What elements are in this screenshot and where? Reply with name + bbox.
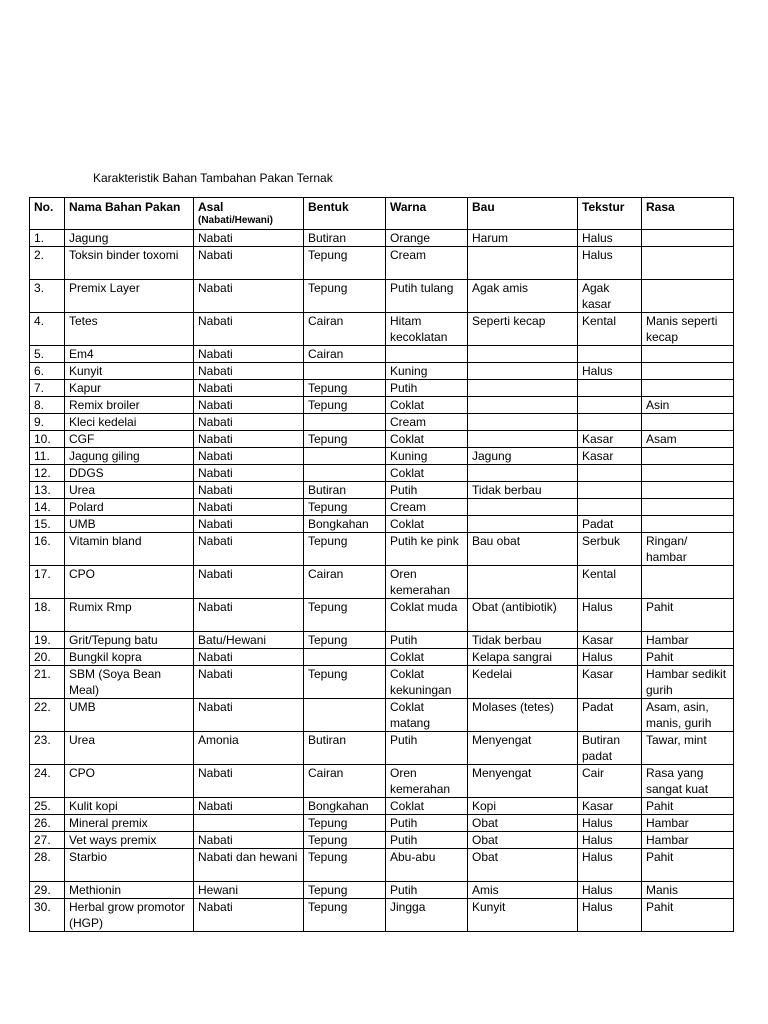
cell-warna: Putih <box>386 732 468 765</box>
cell-bau: Molases (tetes) <box>468 699 578 732</box>
cell-nama-bahan-pakan: Toksin binder toxomi <box>65 247 194 280</box>
cell-tekstur: Halus <box>578 363 642 380</box>
cell-rasa <box>642 448 734 465</box>
cell-warna: Coklat <box>386 465 468 482</box>
cell-tekstur: Halus <box>578 882 642 899</box>
table-row <box>30 431 734 448</box>
cell-bentuk: Tepung <box>304 499 386 516</box>
cell-nama-bahan-pakan: Methionin <box>65 882 194 899</box>
cell-bau: Kedelai <box>468 666 578 699</box>
cell-asal: Nabati <box>194 566 304 599</box>
cell-no: 19. <box>30 632 65 649</box>
cell-rasa <box>642 566 734 599</box>
cell-nama-bahan-pakan: Kulit kopi <box>65 798 194 815</box>
table-row <box>30 533 734 566</box>
cell-tekstur: Halus <box>578 649 642 666</box>
cell-bentuk: Cairan <box>304 346 386 363</box>
cell-nama-bahan-pakan: Em4 <box>65 346 194 363</box>
cell-bau <box>468 431 578 448</box>
cell-rasa: Pahit <box>642 798 734 815</box>
cell-no: 27. <box>30 832 65 849</box>
header-warna: Warna <box>386 198 468 230</box>
cell-bau: Harum <box>468 230 578 247</box>
cell-nama-bahan-pakan: Jagung giling <box>65 448 194 465</box>
cell-asal: Nabati <box>194 380 304 397</box>
cell-warna: Coklat <box>386 431 468 448</box>
cell-rasa <box>642 465 734 482</box>
table-row <box>30 313 734 346</box>
cell-asal: Nabati <box>194 448 304 465</box>
cell-warna: Putih <box>386 832 468 849</box>
cell-asal: Nabati <box>194 230 304 247</box>
cell-bau: Amis <box>468 882 578 899</box>
cell-no: 24. <box>30 765 65 798</box>
table-row <box>30 666 734 699</box>
cell-bau: Menyengat <box>468 765 578 798</box>
cell-asal: Nabati <box>194 346 304 363</box>
cell-asal: Nabati <box>194 516 304 533</box>
cell-bentuk: Tepung <box>304 599 386 632</box>
cell-tekstur <box>578 465 642 482</box>
table-row <box>30 882 734 899</box>
cell-bentuk <box>304 649 386 666</box>
cell-no: 29. <box>30 882 65 899</box>
cell-nama-bahan-pakan: Polard <box>65 499 194 516</box>
cell-asal: Nabati <box>194 649 304 666</box>
cell-asal: Nabati <box>194 832 304 849</box>
table-row <box>30 765 734 798</box>
cell-tekstur: Kasar <box>578 666 642 699</box>
cell-nama-bahan-pakan: UMB <box>65 699 194 732</box>
cell-no: 5. <box>30 346 65 363</box>
cell-warna: Putih <box>386 632 468 649</box>
cell-rasa: Asam, asin, manis, gurih <box>642 699 734 732</box>
cell-nama-bahan-pakan: CGF <box>65 431 194 448</box>
cell-asal: Hewani <box>194 882 304 899</box>
cell-nama-bahan-pakan: DDGS <box>65 465 194 482</box>
cell-tekstur: Padat <box>578 699 642 732</box>
cell-rasa: Asam <box>642 431 734 448</box>
cell-warna <box>386 346 468 363</box>
table-row <box>30 599 734 632</box>
cell-bentuk: Tepung <box>304 815 386 832</box>
cell-warna: Abu-abu <box>386 849 468 882</box>
cell-warna: Kuning <box>386 363 468 380</box>
cell-bentuk: Tepung <box>304 666 386 699</box>
table-row <box>30 566 734 599</box>
table-row <box>30 280 734 313</box>
cell-bentuk: Tepung <box>304 882 386 899</box>
cell-no: 22. <box>30 699 65 732</box>
cell-bentuk: Tepung <box>304 533 386 566</box>
cell-tekstur <box>578 380 642 397</box>
cell-no: 18. <box>30 599 65 632</box>
cell-rasa: Pahit <box>642 849 734 882</box>
cell-no: 25. <box>30 798 65 815</box>
cell-nama-bahan-pakan: Rumix Rmp <box>65 599 194 632</box>
cell-no: 30. <box>30 899 65 932</box>
cell-bentuk: Tepung <box>304 899 386 932</box>
cell-no: 4. <box>30 313 65 346</box>
cell-rasa: Hambar <box>642 815 734 832</box>
cell-bau: Kunyit <box>468 899 578 932</box>
cell-bau <box>468 397 578 414</box>
cell-no: 8. <box>30 397 65 414</box>
cell-no: 20. <box>30 649 65 666</box>
table-row <box>30 346 734 363</box>
cell-no: 6. <box>30 363 65 380</box>
cell-nama-bahan-pakan: CPO <box>65 765 194 798</box>
cell-tekstur: Kasar <box>578 632 642 649</box>
cell-asal: Nabati <box>194 599 304 632</box>
cell-tekstur: Kasar <box>578 448 642 465</box>
cell-warna: Cream <box>386 247 468 280</box>
cell-tekstur: Halus <box>578 899 642 932</box>
cell-tekstur <box>578 346 642 363</box>
cell-rasa <box>642 230 734 247</box>
table-row <box>30 849 734 882</box>
header-nama-bahan-pakan: Nama Bahan Pakan <box>65 198 194 230</box>
cell-asal: Nabati <box>194 414 304 431</box>
cell-rasa <box>642 482 734 499</box>
cell-bentuk: Bongkahan <box>304 516 386 533</box>
cell-warna: Coklat <box>386 516 468 533</box>
cell-nama-bahan-pakan: Urea <box>65 732 194 765</box>
cell-bau: Seperti kecap <box>468 313 578 346</box>
cell-bau: Obat <box>468 832 578 849</box>
cell-nama-bahan-pakan: Vet ways premix <box>65 832 194 849</box>
cell-bau: Jagung <box>468 448 578 465</box>
cell-asal: Nabati <box>194 666 304 699</box>
cell-nama-bahan-pakan: Starbio <box>65 849 194 882</box>
cell-asal: Nabati <box>194 247 304 280</box>
cell-warna: Oren kemerahan <box>386 765 468 798</box>
cell-no: 1. <box>30 230 65 247</box>
cell-warna: Jingga <box>386 899 468 932</box>
cell-bau <box>468 516 578 533</box>
cell-rasa: Hambar sedikit gurih <box>642 666 734 699</box>
cell-rasa <box>642 499 734 516</box>
cell-warna: Putih <box>386 815 468 832</box>
cell-nama-bahan-pakan: SBM (Soya Bean Meal) <box>65 666 194 699</box>
cell-bau <box>468 363 578 380</box>
cell-tekstur: Agak kasar <box>578 280 642 313</box>
cell-nama-bahan-pakan: CPO <box>65 566 194 599</box>
table-row <box>30 732 734 765</box>
cell-asal: Nabati <box>194 798 304 815</box>
cell-asal: Nabati <box>194 482 304 499</box>
cell-no: 16. <box>30 533 65 566</box>
cell-asal <box>194 815 304 832</box>
cell-bau: Agak amis <box>468 280 578 313</box>
cell-bentuk <box>304 363 386 380</box>
cell-nama-bahan-pakan: UMB <box>65 516 194 533</box>
cell-nama-bahan-pakan: Urea <box>65 482 194 499</box>
cell-warna: Cream <box>386 414 468 431</box>
cell-tekstur <box>578 397 642 414</box>
cell-no: 7. <box>30 380 65 397</box>
cell-bentuk: Butiran <box>304 230 386 247</box>
cell-bentuk <box>304 699 386 732</box>
cell-bau: Tidak berbau <box>468 632 578 649</box>
cell-bau: Obat (antibiotik) <box>468 599 578 632</box>
cell-nama-bahan-pakan: Premix Layer <box>65 280 194 313</box>
cell-nama-bahan-pakan: Remix broiler <box>65 397 194 414</box>
cell-warna: Orange <box>386 230 468 247</box>
cell-no: 11. <box>30 448 65 465</box>
cell-bentuk: Tepung <box>304 397 386 414</box>
table-header-row <box>30 198 734 230</box>
cell-tekstur: Cair <box>578 765 642 798</box>
cell-rasa: Pahit <box>642 649 734 666</box>
cell-tekstur: Kasar <box>578 798 642 815</box>
cell-rasa: Hambar <box>642 632 734 649</box>
feed-characteristics-table <box>29 197 734 932</box>
cell-tekstur: Kental <box>578 313 642 346</box>
cell-tekstur <box>578 482 642 499</box>
header-no: No. <box>30 198 65 230</box>
cell-nama-bahan-pakan: Kunyit <box>65 363 194 380</box>
cell-warna: Coklat <box>386 397 468 414</box>
cell-rasa: Pahit <box>642 899 734 932</box>
cell-nama-bahan-pakan: Mineral premix <box>65 815 194 832</box>
cell-bentuk: Bongkahan <box>304 798 386 815</box>
table-row <box>30 632 734 649</box>
cell-nama-bahan-pakan: Bungkil kopra <box>65 649 194 666</box>
table-row <box>30 363 734 380</box>
cell-bentuk: Tepung <box>304 380 386 397</box>
cell-bau <box>468 247 578 280</box>
cell-warna: Kuning <box>386 448 468 465</box>
cell-bau: Bau obat <box>468 533 578 566</box>
table-row <box>30 899 734 932</box>
table-row <box>30 482 734 499</box>
cell-asal: Amonia <box>194 732 304 765</box>
cell-no: 26. <box>30 815 65 832</box>
table-row <box>30 516 734 533</box>
cell-asal: Nabati <box>194 465 304 482</box>
header-rasa: Rasa <box>642 198 734 230</box>
cell-nama-bahan-pakan: Grit/Tepung batu <box>65 632 194 649</box>
cell-rasa: Manis seperti kecap <box>642 313 734 346</box>
cell-bentuk <box>304 465 386 482</box>
cell-asal: Nabati <box>194 765 304 798</box>
cell-bau: Obat <box>468 849 578 882</box>
table-row <box>30 414 734 431</box>
cell-asal: Nabati <box>194 313 304 346</box>
cell-rasa: Ringan/ hambar <box>642 533 734 566</box>
cell-no: 2. <box>30 247 65 280</box>
table-row <box>30 247 734 280</box>
cell-bentuk: Tepung <box>304 431 386 448</box>
cell-bentuk <box>304 448 386 465</box>
cell-warna: Cream <box>386 499 468 516</box>
cell-bentuk: Tepung <box>304 632 386 649</box>
cell-warna: Hitam kecoklatan <box>386 313 468 346</box>
cell-warna: Coklat kekuningan <box>386 666 468 699</box>
cell-rasa <box>642 280 734 313</box>
cell-no: 17. <box>30 566 65 599</box>
cell-asal: Nabati <box>194 397 304 414</box>
cell-bau: Menyengat <box>468 732 578 765</box>
cell-asal: Nabati <box>194 899 304 932</box>
table-row <box>30 499 734 516</box>
header-asal-sublabel: (Nabati/Hewani) <box>198 215 274 226</box>
header-asal-label: Asal <box>198 200 224 214</box>
cell-tekstur: Halus <box>578 815 642 832</box>
cell-rasa <box>642 363 734 380</box>
cell-warna: Putih <box>386 380 468 397</box>
cell-asal: Nabati <box>194 280 304 313</box>
cell-bau <box>468 380 578 397</box>
cell-no: 13. <box>30 482 65 499</box>
cell-asal: Batu/Hewani <box>194 632 304 649</box>
cell-no: 28. <box>30 849 65 882</box>
cell-nama-bahan-pakan: Vitamin bland <box>65 533 194 566</box>
cell-no: 10. <box>30 431 65 448</box>
cell-bentuk: Tepung <box>304 280 386 313</box>
cell-rasa: Rasa yang sangat kuat <box>642 765 734 798</box>
table-row <box>30 448 734 465</box>
cell-rasa <box>642 380 734 397</box>
cell-warna: Putih <box>386 882 468 899</box>
cell-bau <box>468 465 578 482</box>
cell-tekstur: Butiran padat <box>578 732 642 765</box>
cell-bau <box>468 414 578 431</box>
cell-warna: Putih ke pink <box>386 533 468 566</box>
table-row <box>30 380 734 397</box>
cell-rasa <box>642 516 734 533</box>
cell-tekstur: Halus <box>578 849 642 882</box>
cell-tekstur: Halus <box>578 599 642 632</box>
cell-nama-bahan-pakan: Jagung <box>65 230 194 247</box>
cell-tekstur: Halus <box>578 832 642 849</box>
cell-no: 21. <box>30 666 65 699</box>
cell-rasa: Pahit <box>642 599 734 632</box>
cell-warna: Coklat <box>386 649 468 666</box>
cell-warna: Coklat matang <box>386 699 468 732</box>
cell-bentuk: Cairan <box>304 765 386 798</box>
cell-bau <box>468 346 578 363</box>
document-title: Karakteristik Bahan Tambahan Pakan Ternak <box>93 171 333 185</box>
cell-asal: Nabati <box>194 363 304 380</box>
header-tekstur: Tekstur <box>578 198 642 230</box>
cell-tekstur: Kental <box>578 566 642 599</box>
cell-tekstur: Padat <box>578 516 642 533</box>
cell-bentuk: Tepung <box>304 247 386 280</box>
table-row <box>30 815 734 832</box>
cell-no: 23. <box>30 732 65 765</box>
cell-rasa <box>642 247 734 280</box>
cell-tekstur: Kasar <box>578 431 642 448</box>
table-body <box>30 230 734 932</box>
cell-warna: Oren kemerahan <box>386 566 468 599</box>
cell-bau <box>468 499 578 516</box>
table-row <box>30 798 734 815</box>
cell-warna: Putih <box>386 482 468 499</box>
cell-bentuk: Cairan <box>304 566 386 599</box>
cell-tekstur: Serbuk <box>578 533 642 566</box>
cell-rasa <box>642 414 734 431</box>
cell-warna: Coklat muda <box>386 599 468 632</box>
cell-nama-bahan-pakan: Herbal grow promotor (HGP) <box>65 899 194 932</box>
header-bau: Bau <box>468 198 578 230</box>
cell-bentuk: Butiran <box>304 732 386 765</box>
cell-asal: Nabati <box>194 699 304 732</box>
cell-no: 14. <box>30 499 65 516</box>
cell-bau: Kopi <box>468 798 578 815</box>
cell-rasa: Tawar, mint <box>642 732 734 765</box>
table-row <box>30 465 734 482</box>
table-row <box>30 230 734 247</box>
cell-asal: Nabati <box>194 533 304 566</box>
table-row <box>30 699 734 732</box>
cell-rasa <box>642 346 734 363</box>
cell-tekstur: Halus <box>578 247 642 280</box>
cell-tekstur <box>578 414 642 431</box>
cell-asal: Nabati <box>194 499 304 516</box>
cell-rasa: Hambar <box>642 832 734 849</box>
cell-rasa: Manis <box>642 882 734 899</box>
cell-nama-bahan-pakan: Tetes <box>65 313 194 346</box>
cell-nama-bahan-pakan: Kapur <box>65 380 194 397</box>
cell-bau: Obat <box>468 815 578 832</box>
cell-no: 9. <box>30 414 65 431</box>
table-row <box>30 832 734 849</box>
header-bentuk: Bentuk <box>304 198 386 230</box>
cell-warna: Putih tulang <box>386 280 468 313</box>
cell-no: 3. <box>30 280 65 313</box>
cell-bau: Kelapa sangrai <box>468 649 578 666</box>
cell-asal: Nabati <box>194 431 304 448</box>
cell-bentuk: Cairan <box>304 313 386 346</box>
cell-tekstur: Halus <box>578 230 642 247</box>
cell-tekstur <box>578 499 642 516</box>
cell-bentuk: Tepung <box>304 832 386 849</box>
table-row <box>30 397 734 414</box>
cell-asal: Nabati dan hewani <box>194 849 304 882</box>
cell-bentuk: Tepung <box>304 849 386 882</box>
cell-nama-bahan-pakan: Kleci kedelai <box>65 414 194 431</box>
cell-rasa: Asin <box>642 397 734 414</box>
cell-bau <box>468 566 578 599</box>
table-row <box>30 649 734 666</box>
cell-no: 12. <box>30 465 65 482</box>
cell-no: 15. <box>30 516 65 533</box>
cell-bentuk <box>304 414 386 431</box>
header-asal <box>194 198 304 230</box>
cell-bentuk: Butiran <box>304 482 386 499</box>
cell-warna: Coklat <box>386 798 468 815</box>
cell-bau: Tidak berbau <box>468 482 578 499</box>
